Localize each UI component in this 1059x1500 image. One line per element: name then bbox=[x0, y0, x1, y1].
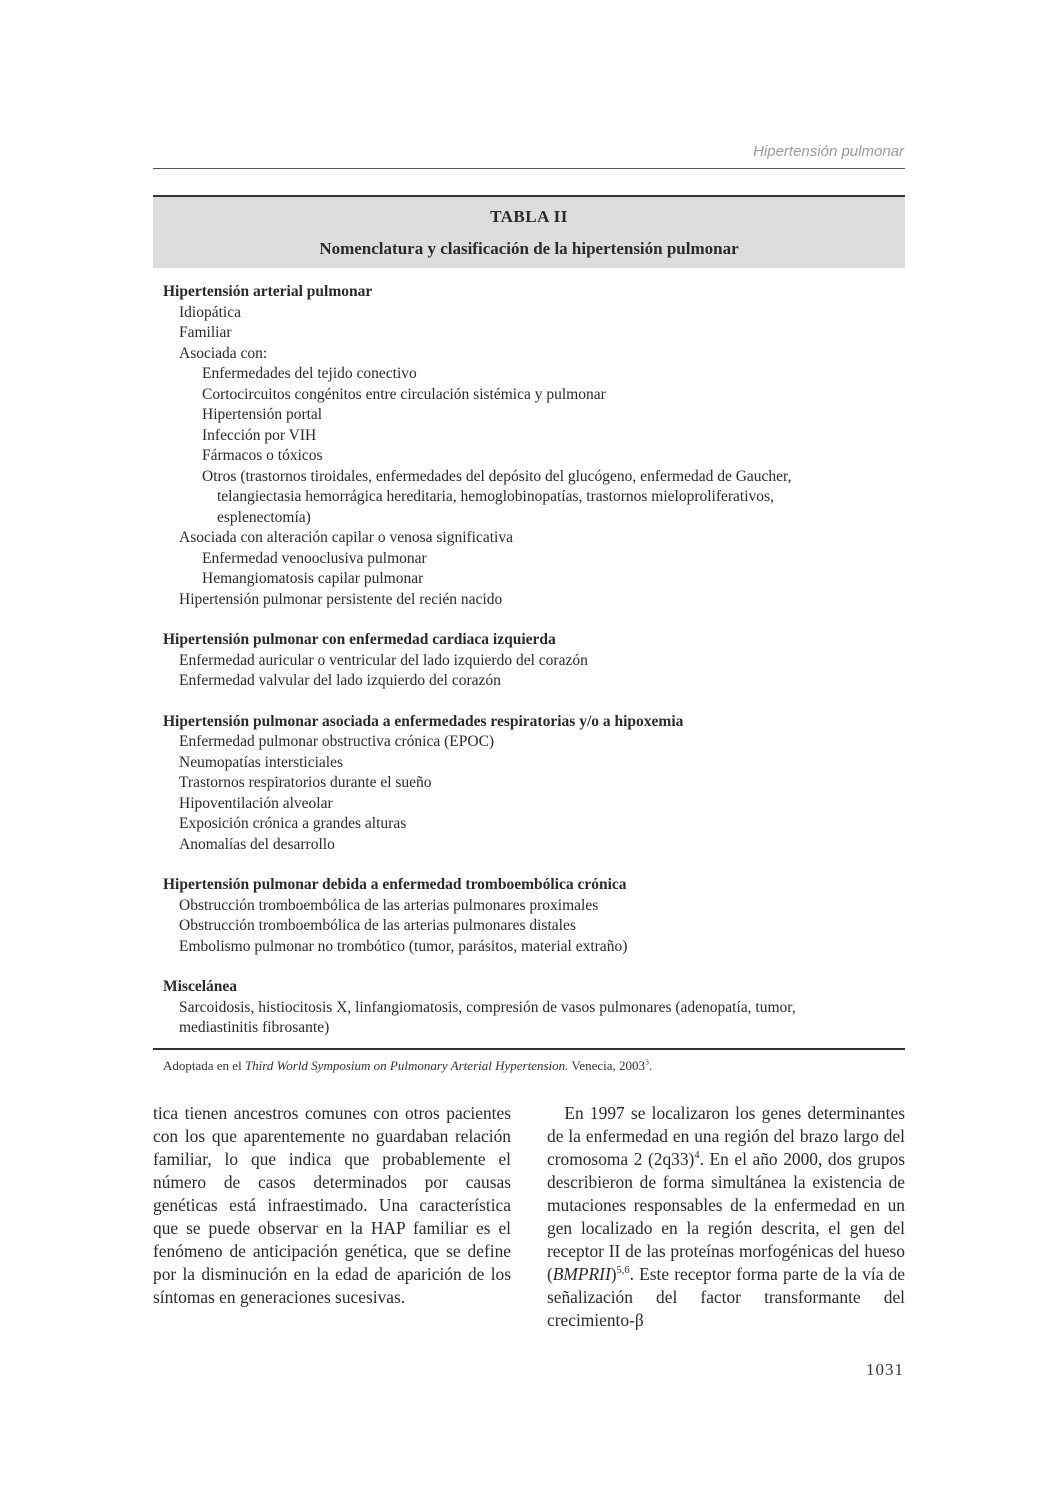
table-section bbox=[163, 712, 905, 856]
table-footnote bbox=[153, 1058, 905, 1074]
section-title: Hipertensión pulmonar con enfermedad cardiaca izquierda bbox=[163, 631, 556, 648]
body-column-right bbox=[547, 1102, 905, 1332]
body-column-left bbox=[153, 1102, 511, 1309]
table-section bbox=[163, 977, 905, 1039]
right-text-2: . En el año 2000, dos grupos describieron de forma simultánea la existencia de mutaciones responsables de la enfermedad en un gen localizado en la región descrita, el gen del receptor II de las proteínas morfogénicas del hueso ( bbox=[547, 1149, 905, 1284]
page-number: 1031 bbox=[866, 1360, 904, 1379]
section-title: Hipertensión arterial pulmonar bbox=[163, 283, 373, 300]
footnote-prefix: Adoptada en el bbox=[163, 1057, 245, 1073]
table-body bbox=[153, 268, 905, 1039]
table-line: Embolismo pulmonar no trombótico (tumor, parásitos, material extraño) bbox=[179, 937, 628, 955]
table-header bbox=[153, 197, 905, 268]
ref-5-6: 5,6 bbox=[616, 1265, 630, 1277]
table-line: Obstrucción tromboembólica de las arterias pulmonares distales bbox=[179, 917, 576, 934]
table-section bbox=[163, 282, 905, 610]
header-rule bbox=[153, 168, 905, 169]
table-line: Exposición crónica a grandes alturas bbox=[179, 815, 407, 832]
table-line: Anomalías del desarrollo bbox=[179, 835, 335, 853]
table-line: Obstrucción tromboembólica de las arterias pulmonares proximales bbox=[179, 896, 599, 914]
table-line: Enfermedad auricular o ventricular del lado izquierdo del corazón bbox=[179, 651, 588, 669]
table-line: telangiectasia hemorrágica hereditaria, hemoglobinopatías, trastornos mieloproliferativos, bbox=[217, 488, 774, 505]
table-line: Cortocircuitos congénitos entre circulación sistémica y pulmonar bbox=[202, 385, 606, 403]
table-section bbox=[163, 630, 905, 692]
table-line: mediastinitis fibrosante) bbox=[179, 1019, 330, 1036]
table-line: Sarcoidosis, histiocitosis X, linfangiomatosis, compresión de vasos pulmonares (adenopatía, tumor, bbox=[179, 998, 796, 1016]
left-paragraph: tica tienen ancestros comunes con otros pacientes con los que aparentemente no guardaban relación familiar, lo que indica que probablemente el número de casos determinados por causas genéticas está infraestimado. Una característica que se puede observar en la HAP familiar es el fenómeno de anticipación genética, que se define por la disminución en la edad de aparición de los síntomas en generaciones sucesivas. bbox=[153, 1103, 511, 1307]
table-line: Familiar bbox=[179, 324, 232, 341]
right-paragraph bbox=[547, 1102, 905, 1332]
right-text-3: ) bbox=[610, 1264, 617, 1284]
classification-table bbox=[153, 195, 905, 1074]
table-line: Enfermedad valvular del lado izquierdo del corazón bbox=[179, 672, 501, 689]
table-number: TABLA II bbox=[490, 207, 568, 226]
ref-4: 4 bbox=[694, 1150, 700, 1162]
right-text-4: . Este receptor forma parte de la vía de señalización del factor transformante del crecimiento-β bbox=[547, 1264, 905, 1330]
table-line: Asociada con alteración capilar o venosa significativa bbox=[179, 529, 513, 546]
table-line: Idiopática bbox=[179, 303, 241, 321]
table-line: esplenectomía) bbox=[217, 508, 311, 526]
running-head: Hipertensión pulmonar bbox=[753, 143, 904, 160]
footnote-symposium: Third World Symposium on Pulmonary Arterial Hypertension. bbox=[244, 1057, 569, 1073]
table-line: Hipertensión portal bbox=[202, 406, 323, 423]
table-line: Asociada con: bbox=[179, 344, 268, 362]
table-bottom-rule bbox=[153, 1048, 905, 1050]
footnote-suffix: Venecia, 2003 bbox=[568, 1057, 646, 1073]
section-title: Hipertensión pulmonar asociada a enfermedades respiratorias y/o a hipoxemia bbox=[163, 712, 684, 730]
section-title: Hipertensión pulmonar debida a enfermedad tromboembólica crónica bbox=[163, 876, 627, 893]
gene-name: BMPRII bbox=[552, 1264, 611, 1284]
table-section bbox=[163, 875, 905, 957]
table-line: Trastornos respiratorios durante el sueño bbox=[179, 774, 432, 791]
table-line: Enfermedad venooclusiva pulmonar bbox=[202, 549, 427, 567]
table-line: Otros (trastornos tiroidales, enfermedades del depósito del glucógeno, enfermedad de Gaucher, bbox=[202, 467, 792, 485]
table-title: Nomenclatura y clasificación de la hipertensión pulmonar bbox=[319, 239, 739, 258]
table-line: Hemangiomatosis capilar pulmonar bbox=[202, 570, 424, 587]
table-line: Enfermedades del tejido conectivo bbox=[202, 365, 417, 382]
table-line: Hipoventilación alveolar bbox=[179, 794, 333, 812]
footnote-ref: 3 bbox=[645, 1057, 649, 1067]
table-line: Enfermedad pulmonar obstructiva crónica (EPOC) bbox=[179, 733, 495, 750]
table-line: Fármacos o tóxicos bbox=[202, 447, 323, 464]
section-title: Miscelánea bbox=[163, 978, 238, 995]
table-line: Hipertensión pulmonar persistente del recién nacido bbox=[179, 590, 503, 608]
footnote-end: . bbox=[648, 1057, 653, 1073]
table-line: Infección por VIH bbox=[202, 426, 317, 444]
table-line: Neumopatías intersticiales bbox=[179, 753, 343, 771]
right-text-1: En 1997 se localizaron los genes determinantes de la enfermedad en una región del brazo largo del cromosoma 2 (2q33) bbox=[547, 1103, 905, 1169]
